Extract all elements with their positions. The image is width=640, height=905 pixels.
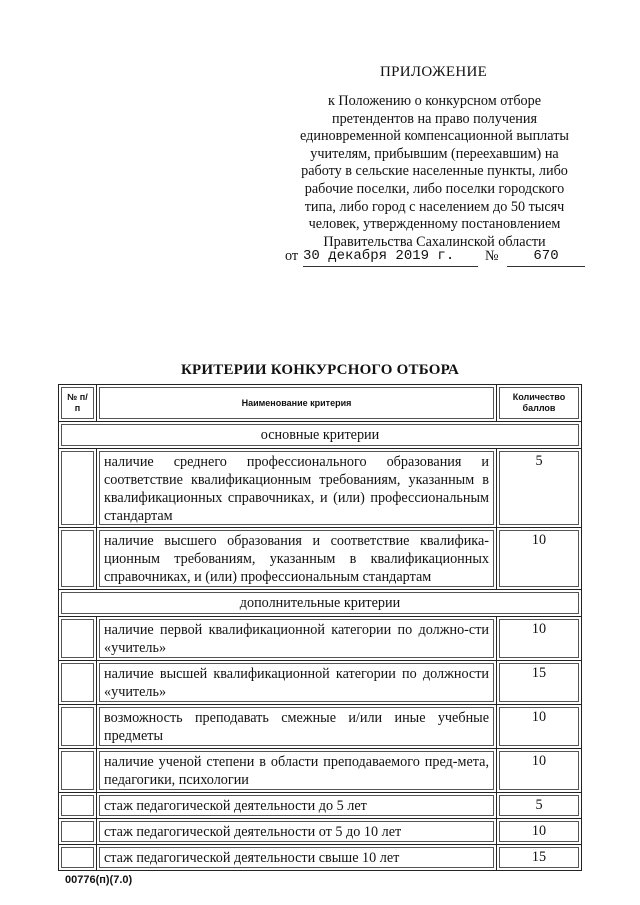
- header-number: № п/п: [59, 385, 97, 422]
- criteria-title: КРИТЕРИИ КОНКУРСНОГО ОТБОРА: [180, 362, 460, 378]
- row-number-cell: [59, 793, 97, 819]
- row-points-cell: [497, 749, 582, 793]
- row-criterion-cell: [97, 661, 497, 705]
- section-title: дополнительные критерии: [61, 592, 579, 614]
- criterion-text: наличие высшего образования и соответствие квалифика-ционным требованиям, указанным в квалификационных справочниках, и (или) профессиональным стандартам: [104, 533, 489, 585]
- row-number-cell: [59, 749, 97, 793]
- appendix-description: [282, 93, 587, 251]
- criterion-points: 5: [535, 453, 543, 469]
- date-number-line: [285, 248, 585, 268]
- row-points-cell: [497, 617, 582, 661]
- table-row: [59, 793, 582, 819]
- table-row: [59, 528, 582, 590]
- table-header-row: [59, 385, 582, 422]
- appendix-line: работу в сельские населенные пункты, либо: [301, 163, 568, 180]
- number-label: №: [485, 248, 499, 264]
- table-row: [59, 845, 582, 871]
- row-criterion-cell: [97, 449, 497, 528]
- document-code: 00776(п)(7.0): [65, 874, 133, 886]
- table-row: [59, 617, 582, 661]
- row-points-cell: [497, 845, 582, 871]
- criterion-points: 10: [531, 823, 547, 839]
- table-row: [59, 449, 582, 528]
- row-criterion-cell: [97, 845, 497, 871]
- row-points-cell: [497, 705, 582, 749]
- criterion-text: стаж педагогической деятельности от 5 до 10 лет: [104, 824, 402, 840]
- row-criterion-cell: [97, 705, 497, 749]
- section-title-cell: [59, 422, 582, 449]
- row-criterion-cell: [97, 749, 497, 793]
- criterion-text: возможность преподавать смежные и/или иные учебные предметы: [104, 710, 489, 744]
- appendix-line: учителям, прибывшим (переехавшим) на: [310, 145, 559, 162]
- criterion-points: 10: [531, 621, 547, 637]
- criterion-points: 5: [535, 797, 543, 813]
- appendix-line: к Положению о конкурсном отборе: [327, 93, 542, 109]
- row-criterion-cell: [97, 617, 497, 661]
- appendix-line: типа, либо город с населением до 50 тысяч: [304, 198, 565, 215]
- criterion-points: 10: [531, 532, 547, 548]
- table-row: [59, 661, 582, 705]
- row-criterion-cell: [97, 793, 497, 819]
- criterion-points: 10: [531, 709, 547, 725]
- row-number-cell: [59, 528, 97, 590]
- date-field: 30 декабря 2019 г.: [303, 248, 478, 267]
- criterion-text: наличие среднего профессионального образования и соответствие квалификационным требованиям, указанным в квалификационных справочниках, и (или) профессиональным стандартам: [104, 454, 489, 524]
- row-points-cell: [497, 661, 582, 705]
- header-points: Количество баллов: [497, 385, 582, 422]
- header-name: Наименование критерия: [97, 385, 497, 422]
- table-row: [59, 819, 582, 845]
- section-title: основные критерии: [61, 424, 579, 446]
- appendix-line: единовременной компенсационной выплаты: [300, 128, 569, 145]
- criterion-text: наличие ученой степени в области преподаваемого пред-мета, педагогики, психологии: [104, 754, 489, 788]
- row-criterion-cell: [97, 819, 497, 845]
- criterion-text: наличие первой квалификационной категории по должно-сти «учитель»: [104, 622, 489, 656]
- row-number-cell: [59, 845, 97, 871]
- number-field: 670: [507, 248, 585, 267]
- table-row: [59, 749, 582, 793]
- section-row: [59, 422, 582, 449]
- appendix-line: претендентов на право получения: [331, 110, 537, 127]
- row-number-cell: [59, 705, 97, 749]
- criterion-text: стаж педагогической деятельности свыше 10 лет: [104, 850, 400, 866]
- row-points-cell: [497, 819, 582, 845]
- row-points-cell: [497, 793, 582, 819]
- criteria-table: [58, 384, 582, 871]
- section-row: [59, 590, 582, 617]
- date-prefix: от: [285, 248, 299, 264]
- row-points-cell: [497, 449, 582, 528]
- appendix-line: Правительства Сахалинской области: [323, 233, 546, 250]
- table-row: [59, 705, 582, 749]
- criterion-text: стаж педагогической деятельности до 5 лет: [104, 798, 367, 814]
- criterion-text: наличие высшей квалификационной категории по должности «учитель»: [104, 666, 489, 700]
- row-number-cell: [59, 617, 97, 661]
- appendix-title: ПРИЛОЖЕНИЕ: [380, 64, 488, 80]
- appendix-line: человек, утвержденному постановлением: [308, 216, 561, 233]
- criterion-points: 15: [531, 665, 547, 681]
- criterion-points: 10: [531, 753, 547, 769]
- row-points-cell: [497, 528, 582, 590]
- appendix-line: рабочие поселки, либо поселки городского: [304, 180, 565, 197]
- row-criterion-cell: [97, 528, 497, 590]
- row-number-cell: [59, 449, 97, 528]
- section-title-cell: [59, 590, 582, 617]
- row-number-cell: [59, 661, 97, 705]
- criterion-points: 15: [531, 849, 547, 865]
- row-number-cell: [59, 819, 97, 845]
